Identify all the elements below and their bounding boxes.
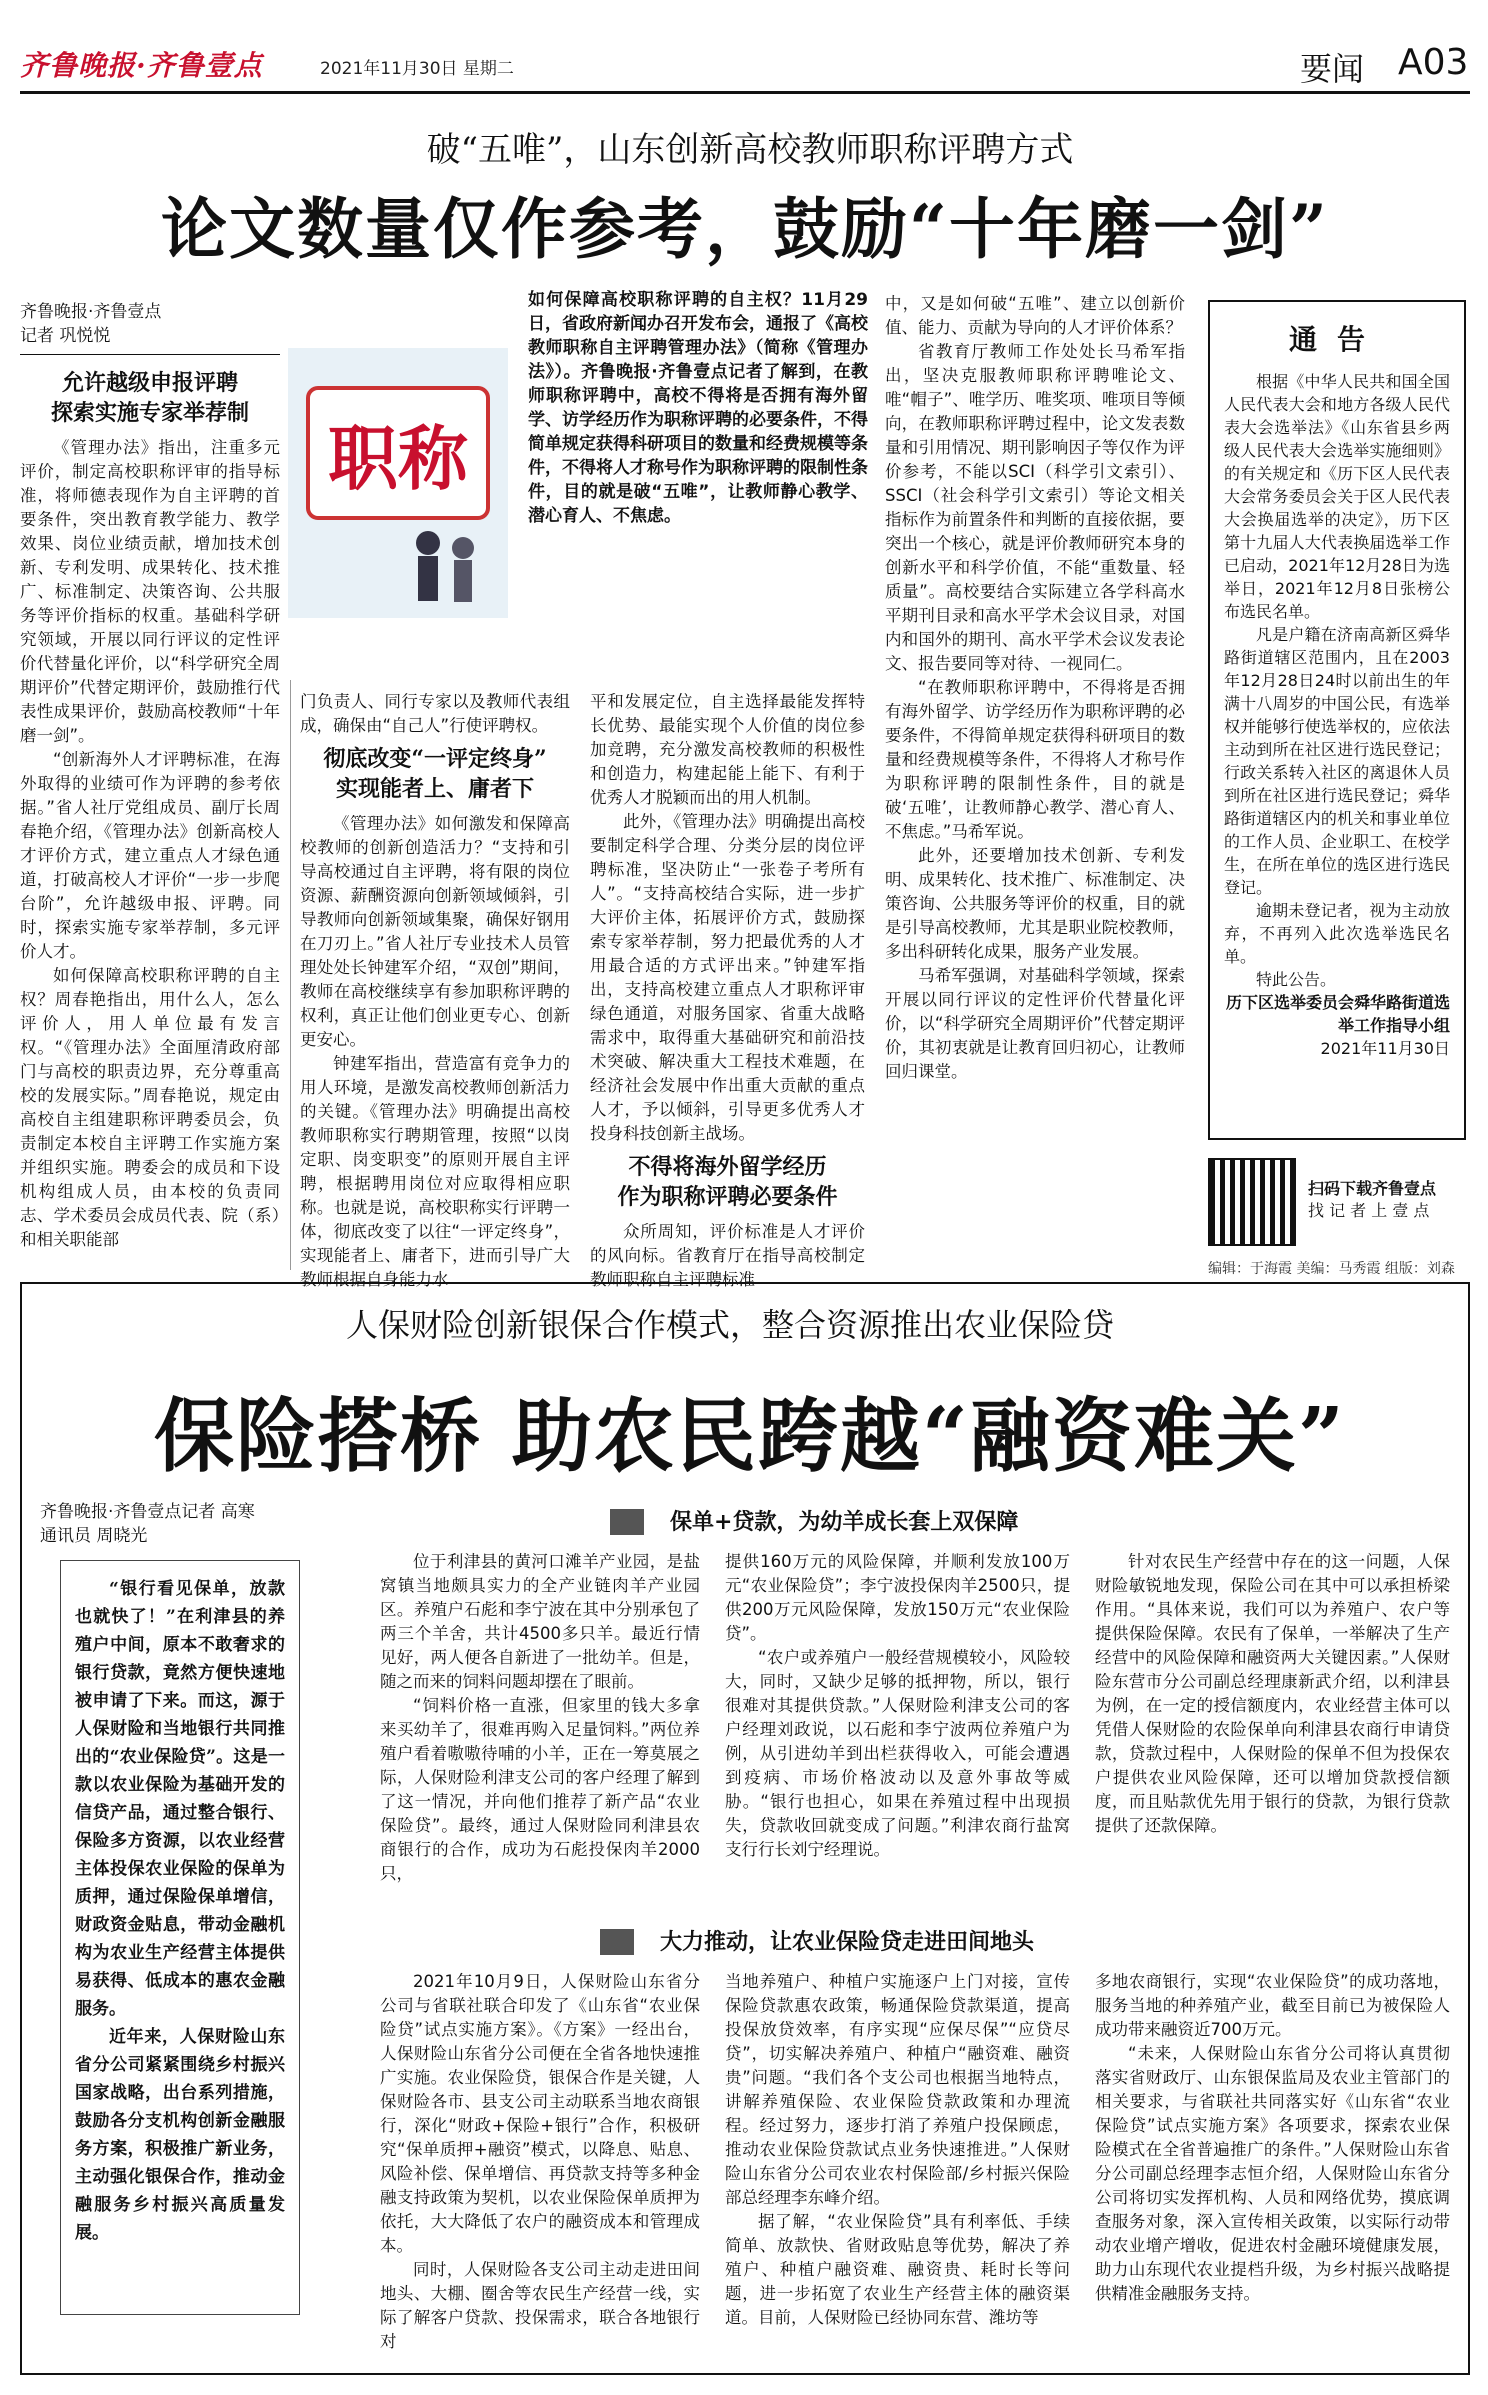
a2-paragraph: 位于利津县的黄河口滩羊产业园，是盐窝镇当地颇具实力的全产业链肉羊产业园区。养殖户石彪和李宁波在其中分别承包了两三个羊舍，共计4500多只羊。最近行情见好，两人便各自新进了一批幼羊。但是，随之而来的饲料问题却摆在了眼前。 — [380, 1552, 700, 1691]
election-notice — [1208, 300, 1466, 1140]
article1-lead — [288, 288, 868, 678]
section-marker-icon — [610, 1509, 644, 1535]
article1-col1 — [20, 362, 280, 1272]
section-name: 要闻 — [1300, 50, 1365, 88]
article2-col3 — [1095, 1550, 1450, 1910]
section1-title: 保单+贷款，为幼羊成长套上双保障 — [670, 1509, 1019, 1535]
article2-col4 — [380, 1970, 700, 2365]
byline-outlet: 齐鲁晚报·齐鲁壹点 — [20, 302, 162, 322]
page-number: A03 — [1398, 42, 1469, 83]
col4-paragraph: 此外，还要增加技术创新、专利发明、成果转化、技术推广、标准制定、决策咨询、公共服务等评价的权重，目的就是引导高校教师，尤其是职业院校教师，多出科研转化成果，服务产业发展。 — [885, 846, 1185, 961]
qr-line1: 扫码下载齐鲁壹点 — [1308, 1179, 1437, 1198]
article2-byline — [40, 1500, 340, 1548]
col1-paragraph: “创新海外人才评聘标准，在海外取得的业绩可作为评聘的参考依据。”省人社厅党组成员、副厅长周春艳介绍，《管理办法》创新高校人才评价方式，建立重点人才绿色通道，打破高校人才评价“一步一步爬台阶”，允许越级申报、评聘。同时，探索实施专家举荐制，多元评价人才。 — [20, 750, 280, 961]
article2-pullquote — [60, 1560, 300, 2315]
notice-title: 通告 — [1288, 323, 1385, 356]
a2-paragraph: 2021年10月9日，人保财险山东省分公司与省联社联合印发了《山东省“农业保险贷”试点实施方案》。《方案》一经出台，人保财险山东省分公司便在全省各地快速推广实施。农业保险贷，银保合作是关键，人保财险各市、县支公司主动联系当地农商银行，深化“财政+保险+银行”合作，积极研究“保单质押+融资”模式，以降息、贴息、风险补偿、保单增信、再贷款支持等多种金融支持政策为契机，以农业保险保单质押为依托，大大降低了农户的融资成本和管理成本。 — [380, 1972, 700, 2255]
byline-rule — [20, 354, 280, 355]
qr-line2: 找 记 者 上 壹 点 — [1308, 1201, 1430, 1220]
col4-paragraph: 中，又是如何破“五唯”、建立以创新价值、能力、贡献为导向的人才评价体系？ — [885, 294, 1185, 337]
a2-paragraph: 当地养殖户、种植户实施逐户上门对接，宣传保险贷款惠农政策，畅通保险贷款渠道，提高投保放贷效率，有序实现“应保尽保”“应贷尽贷”，切实解决养殖户、种植户“融资难、融资贵”问题。“我们各个支公司也根据当地特点，讲解养殖保险、农业保险贷款政策和办理流程。经过努力，逐步打消了养殖户投保顾虑，推动农业保险贷款试点业务快速推进。”人保财险山东省分公司农业农村保险部/乡村振兴保险部总经理李东峰介绍。 — [725, 1972, 1070, 2207]
pull-paragraph: “银行看见保单，放款也就快了！”在利津县的养殖户中间，原本不敢奢求的银行贷款，竟然方便快速地被申请了下来。而这，源于人保财险和当地银行共同推出的“农业保险贷”。这是一款以农业保险为基础开发的信贷产品，通过整合银行、保险多方资源，以农业经营主体投保农业保险的保单为质押，通过保险保单增信，财政资金贴息，带动金融机构为农业生产经营主体提供易获得、低成本的惠农金融服务。 — [75, 1579, 285, 2019]
article2-col6 — [1095, 1970, 1450, 2365]
col3-paragraph: 平和发展定位，自主选择最能发挥特长优势、最能实现个人价值的岗位参加竞聘，充分激发高校教师的积极性和创造力，构建起能上能下、有利于优秀人才脱颖而出的用人机制。 — [590, 692, 865, 807]
article2-section1-heading — [610, 1505, 1230, 1539]
col4-paragraph: 马希军强调，对基础科学领域，探索开展以同行评议的定性评价代替量化评价，以“科学研究全周期评价”代替定期评价，其初衷就是让教育回归初心，让教师回归课堂。 — [885, 966, 1185, 1081]
col3-subhead: 不得将海外留学经历 作为职称评聘必要条件 — [617, 1154, 838, 1210]
col2-subhead: 彻底改变“一评定终身” 实现能者上、庸者下 — [323, 746, 547, 802]
col1-paragraph: 如何保障高校职称评聘的自主权？周春艳指出，用什么人，怎么评价人，用人单位最有发言权。“《管理办法》全面厘清政府部门与高校的职责边界，充分尊重高校的发展实际。”周春艳说，规定由高校自主组建职称评聘委员会，负责制定本校自主评聘工作实施方案并组织实施。聘委会的成员和下设机构组成人员，由本校的负责同志、学术委员会成员代表、院（系）和相关职能部 — [20, 966, 280, 1249]
article2-headline: 保险搭桥 助农民跨越“融资难关” — [154, 1389, 1346, 1483]
section2-title: 大力推动，让农业保险贷走进田间地头 — [660, 1929, 1035, 1955]
section-marker-icon — [600, 1929, 634, 1955]
col1-subhead: 允许越级申报评聘 探索实施专家举荐制 — [50, 370, 249, 426]
col2-paragraph: 钟建军指出，营造富有竞争力的用人环境，是激发高校教师创新活力的关键。《管理办法》明确提出高校教师职称实行聘期管理，按照“以岗定职、岗变职变”的原则开展自主评聘，根据聘用岗位对应取得相应职称。也就是说，高校职称实行评聘一体，彻底改变了以往“一评定终身”，实现能者上、庸者下，进而引导广大教师根据自身能力水 — [300, 1054, 570, 1289]
article1-col3 — [590, 690, 865, 1289]
pull-paragraph: 近年来，人保财险山东省分公司紧紧围绕乡村振兴国家战略，出台系列措施，鼓励各分支机构创新金融服务方案，积极推广新业务，主动强化银保合作，推动金融服务乡村振兴高质量发展。 — [75, 2027, 285, 2243]
issue-date: 2021年11月30日 星期二 — [320, 59, 514, 79]
qr-code[interactable] — [1208, 1158, 1296, 1246]
a2-paragraph: 同时，人保财险各支公司主动走进田间地头、大棚、圈舍等农民生产经营一线，实际了解客户贷款、投保需求，联合各地银行对 — [380, 2260, 700, 2351]
graphic-word: 职称 — [328, 417, 468, 500]
editor-credits: 编辑：于海霞 美编：马秀霞 组版：刘森 — [1208, 1261, 1455, 1277]
col3-paragraph: 众所周知，评价标准是人才评价的风向标。省教育厅在指导高校制定教师职称自主评聘标准 — [590, 1222, 865, 1289]
brand-logo: 齐鲁晚报·齐鲁壹点 — [20, 49, 263, 82]
byline-reporter: 齐鲁晚报·齐鲁壹点记者 高寒 — [40, 1502, 255, 1522]
article1-col2 — [300, 690, 570, 1289]
a2-paragraph: “饲料价格一直涨，但家里的钱大多拿来买幼羊了，很难再购入足量饲料。”两位养殖户看着嗷嗷待哺的小羊，正在一筹莫展之际，人保财险利津支公司的客户经理了解到了这一情况，并向他们推荐了新产品“农业保险贷”。最终，通过人保财险同利津县农商银行的合作，成功为石彪投保肉羊2000只， — [380, 1696, 700, 1883]
col4-paragraph: 省教育厅教师工作处处长马希军指出，坚决克服教师职称评聘唯论文、唯“帽子”、唯学历、唯奖项、唯项目等倾向，在教师职称评聘过程中，论文发表数量和引用情况、期刊影响因子等仅作为评价参考，不能以SCI（科学引文索引）、SSCI（社会科学引文索引）等论文相关指标作为前置条件和判断的直接依据，要突出一个核心，就是评价教师研究本身的创新水平和科学价值，不能“重数量、轻质量”。高校要结合实际建立各学科高水平期刊目录和高水平学术会议目录，对国内和国外的期刊、高水平学术会议发表论文、报告要同等对待、一视同仁。 — [885, 342, 1185, 673]
article1-byline — [20, 300, 280, 348]
lead-text: 如何保障高校职称评聘的自主权？11月29日，省政府新闻办召开发布会，通报了《高校教师职称自主评聘管理办法》（简称《管理办法》）。齐鲁晚报·齐鲁壹点记者了解到，在教师职称评聘中，高校不得将是否拥有海外留学、访学经历作为职称评聘的必要条件，不得简单规定获得科研项目的数量和经费规模等条件，不得将人才称号作为职称评聘的限制性条件，目的就是破“五唯”，让教师静心教学、潜心育人、不焦虑。 — [528, 290, 868, 526]
notice-paragraph: 凡是户籍在济南高新区舜华路街道辖区范围内，且在2003年12月28日24时以前出生的年满十八周岁的中国公民，有选举权并能够行使选举权的，应依法主动到所在社区进行选民登记；行政关系转入社区的离退休人员到所在社区进行选民登记；舜华路街道辖区内的机关和事业单位的工作人员、企业职工、在校学生，在所在单位的选区进行选民登记。 — [1224, 625, 1450, 897]
notice-paragraph: 根据《中华人民共和国全国人民代表大会和地方各级人民代表大会选举法》《山东省县乡两级人民代表大会选举实施细则》的有关规定和《历下区人民代表大会常务委员会关于区人民代表大会换届选举的决定》，历下区第十九届人大代表换届选举工作已启动，2021年12月28日为选举日，2021年12月8日张榜公布选民名单。 — [1224, 372, 1450, 621]
article2-section2-heading — [600, 1925, 1220, 1959]
article2-col1 — [380, 1550, 700, 1910]
article1-headline: 论文数量仅作参考，鼓励“十年磨一剑” — [161, 190, 1329, 268]
a2-paragraph: “未来，人保财险山东省分公司将认真贯彻落实省财政厅、山东银保监局及农业主管部门的相关要求，与省联社共同落实好《山东省“农业保险贷”试点实施方案》各项要求，探索农业保险模式在全省普遍推广的条件。”人保财险山东省分公司副总经理李志恒介绍，人保财险山东省分公司将切实发挥机构、人员和网络优势，摸底调查服务对象，深入宣传相关政策，以实际行动带动农业增产增收，促进农村金融环境健康发展，助力山东现代农业提档升级，为乡村振兴战略提供精准金融服务支持。 — [1095, 2044, 1450, 2303]
notice-date: 2021年11月30日 — [1320, 1039, 1450, 1058]
col2-paragraph: 《管理办法》如何激发和保障高校教师的创新创造活力？“支持和引导高校通过自主评聘，将有限的岗位资源、薪酬资源向创新领域倾斜，引导教师向创新领域集聚，确保好钢用在刀刃上。”省人社厅专业技术人员管理处处长钟建军介绍，“双创”期间，教师在高校继续享有参加职称评聘的权利，真正让他们创业更专心、创新更安心。 — [300, 814, 570, 1049]
col1-paragraph: 《管理办法》指出，注重多元评价，制定高校职称评审的指导标准，将师德表现作为自主评聘的首要条件，突出教育教学能力、教学效果、岗位业绩贡献，增加技术创新、专利发明、成果转化、技术推广、标准制定、决策咨询、公共服务等评价指标的权重。基础科学研究领域，开展以同行评议的定性评价代替量化评价，以“科学研究全周期评价”代替定期评价，鼓励推行代表性成果评价，鼓励高校教师“十年磨一剑”。 — [20, 438, 280, 745]
article1-kicker: 破“五唯”，山东创新高校教师职称评聘方式 — [426, 130, 1074, 170]
article2-kicker: 人保财险创新银保合作模式，整合资源推出农业保险贷 — [345, 1306, 1114, 1344]
article2-col5 — [725, 1970, 1070, 2365]
notice-signature: 历下区选举委员会舜华路街道选举工作指导小组 — [1225, 993, 1450, 1035]
masthead — [20, 38, 1470, 94]
notice-paragraph: 逾期未登记者，视为主动放弃，不再列入此次选举选民名单。 — [1224, 901, 1450, 966]
byline-correspondent: 通讯员 周晓光 — [40, 1526, 148, 1546]
a2-paragraph: 提供160万元的风险保障，并顺利发放100万元“农业保险贷”；李宁波投保肉羊2500只，提供200万元风险保障，发放150万元“农业保险贷”。 — [725, 1552, 1070, 1643]
article2-col2 — [725, 1550, 1070, 1910]
byline-reporter: 记者 巩悦悦 — [20, 326, 111, 346]
a2-paragraph: 据了解，“农业保险贷”具有利率低、手续简单、放款快、省财政贴息等优势，解决了养殖户、种植户融资难、融资贵、耗时长等问题，进一步拓宽了农业生产经营主体的融资渠道。目前，人保财险已经协同东营、潍坊等 — [725, 2212, 1070, 2327]
a2-paragraph: “农户或养殖户一般经营规模较小，风险较大，同时，又缺少足够的抵押物，所以，银行很难对其提供贷款。”人保财险利津支公司的客户经理刘政说，以石彪和李宁波两位养殖户为例，从引进幼羊到出栏获得收入，可能会遭遇到疫病、市场价格波动以及意外事故等威胁。“银行也担心，如果在养殖过程中出现损失，贷款收回就变成了问题。”利津农商行盐窝支行行长刘宁经理说。 — [725, 1648, 1070, 1859]
notice-paragraph: 特此公告。 — [1256, 970, 1337, 989]
a2-paragraph: 多地农商银行，实现“农业保险贷”的成功落地，服务当地的种养殖产业，截至目前已为被保险人成功带来融资近700万元。 — [1095, 1972, 1450, 2039]
article1-col4 — [885, 292, 1185, 1272]
col2-paragraph: 门负责人、同行专家以及教师代表组成，确保由“自己人”行使评聘权。 — [300, 692, 570, 735]
col4-paragraph: “在教师职称评聘中，不得将是否拥有海外留学、访学经历作为职称评聘的必要条件，不得简单规定获得科研项目的数量和经费规模等条件，不得将人才称号作为职称评聘的限制性条件，目的就是破‘五唯’，让教师静心教学、潜心育人、不焦虑。”马希军说。 — [885, 678, 1185, 841]
qr-caption — [1308, 1178, 1436, 1222]
title-graphic — [288, 348, 508, 618]
col3-paragraph: 此外，《管理办法》明确提出高校要制定科学合理、分类分层的岗位评聘标准，坚决防止“一张卷子考所有人”。“支持高校结合实际，进一步扩大评价主体，拓展评价方式，鼓励探索专家举荐制，努力把最优秀的人才用最合适的方式评出来。”钟建军指出，支持高校建立重点人才职称评审绿色通道，对服务国家、省重大战略需求中，取得重大基础研究和前沿技术突破、解决重大工程技术难题，在经济社会发展中作出重大贡献的重点人才，予以倾斜，引导更多优秀人才投身科技创新主战场。 — [590, 812, 865, 1143]
a2-paragraph: 针对农民生产经营中存在的这一问题，人保财险敏锐地发现，保险公司在其中可以承担桥梁作用。“具体来说，我们可以为养殖户、农户等提供保险保障。农民有了保单，一举解决了生产经营中的风险保障和融资两大关键因素。”人保财险东营市分公司副总经理康新武介绍，以利津县为例，在一定的授信额度内，农业经营主体可以凭借人保财险的农险保单向利津县农商行申请贷款，贷款过程中，人保财险的保单不但为投保农户提供农业风险保障，还可以增加贷款授信额度，而且贴款优先用于银行的贷款，为银行贷款提供了还款保障。 — [1095, 1552, 1450, 1835]
column-divider — [290, 680, 291, 1270]
